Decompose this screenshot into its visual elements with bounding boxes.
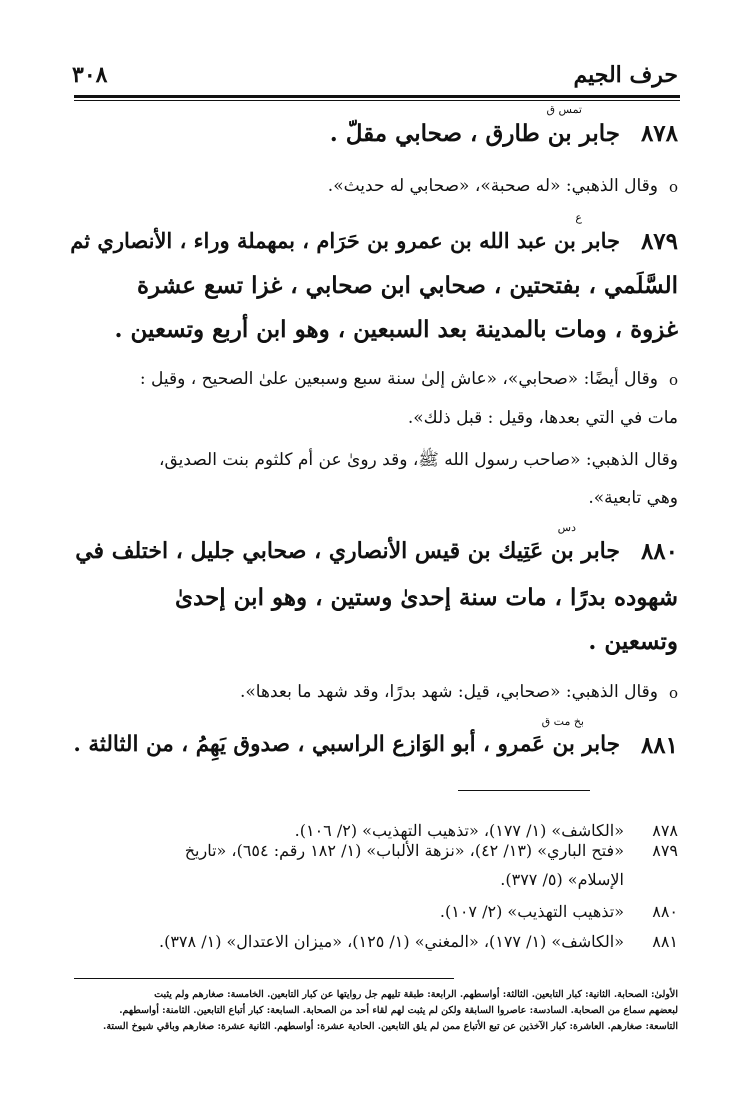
header-rule-thin [74, 100, 680, 101]
entry-number: ٨٧٩ [640, 228, 678, 255]
footnote-text: «فتح الباري» (١٣/ ٤٢)، «نزهة الألباب» (١/ ١٨٢ رقم: ٦٥٤)، «تاريخ [184, 841, 624, 860]
narrator-symbols: تمس ق [546, 103, 582, 116]
page-number: ٣٠٨ [72, 62, 108, 88]
entry-text: جابر بن طارق ، صحابي مقلّ . [329, 120, 620, 147]
footnote-text: الإسلام» (٥/ ٣٧٧). [500, 870, 624, 889]
narrator-symbols: بخ مت ق [541, 715, 584, 728]
entry-number: ٨٧٨ [640, 120, 678, 147]
footnote-number: ٨٨٠ [652, 902, 678, 921]
note-text: وقال الذهبي: «صاحب رسول الله ﷺ، وقد روىٰ عن أم كلثوم بنت الصديق، [159, 450, 678, 470]
footnote-text: «الكاشف» (١/ ١٧٧)، «تذهيب التهذيب» (٢/ ١٠٦). [294, 821, 624, 840]
entry-text: شهوده بدرًا ، مات سنة إحدىٰ وستين ، وهو ابن إحدىٰ [174, 584, 678, 611]
chapter-title: حرف الجيم [573, 62, 678, 88]
footnote-number: ٨٧٨ [652, 821, 678, 840]
entry-text: غزوة ، ومات بالمدينة بعد السبعين ، وهو ابن أربع وتسعين . [114, 316, 678, 343]
tabaqat-note: الأولىٰ: الصحابة. الثانية: كبار التابعين. الثالثة: أواسطهم. الرابعة: طبقة تليهم جل روايتها عن كبار التابعين. الخامسة: صغارهم ولم يثبت [154, 989, 678, 1000]
entry-text: وتسعين . [588, 628, 678, 655]
entry-text: جابر بن عَتِيك بن قيس الأنصاري ، صحابي جليل ، اختلف في [75, 538, 620, 564]
tabaqat-note: التاسعة: صغارهم. العاشرة: كبار الآخذين عن تبع الأتباع ممن لم يلق التابعين. الحادية عشرة: أواسطهم. الثانية عشرة: صغارهم وباقي شيوخ الستة. [103, 1021, 678, 1032]
narrator-symbols: ع [575, 211, 582, 224]
note-text: وقال الذهبي: «له صحبة»، «صحابي له حديث». [327, 176, 658, 196]
note-marker-icon: o [668, 684, 678, 702]
note-marker-icon: o [668, 371, 678, 389]
footnote-text: «تذهيب التهذيب» (٢/ ١٠٧). [439, 902, 624, 921]
entry-text: جابر بن عَمرو ، أبو الوَازع الراسبي ، صدوق يَهِمُ ، من الثالثة . [73, 732, 620, 757]
entry-text: السَّلَمي ، بفتحتين ، صحابي ابن صحابي ، غزا تسع عشرة [136, 272, 678, 299]
footnote-separator [458, 790, 590, 791]
tabaqat-note: لبعضهم سماع من الصحابة. السادسة: عاصروا السابقة ولكن لم يثبت لهم لقاء أحد من الصحابة. السابعة: كبار أتباع التابعين. الثامنة: أواسطهم. [119, 1005, 678, 1016]
bottom-separator [74, 978, 454, 979]
footnote-text: «الكاشف» (١/ ١٧٧)، «المغني» (١/ ١٢٥)، «ميزان الاعتدال» (١/ ٣٧٨). [159, 932, 624, 951]
header-rule [74, 95, 680, 98]
entry-number: ٨٨١ [640, 732, 678, 759]
narrator-symbols: دس [557, 521, 576, 534]
note-text: وقال أيضًا: «صحابي»، «عاش إلىٰ سنة سبع وسبعين علىٰ الصحيح ، وقيل : [139, 369, 658, 389]
note-text: وهي تابعية». [588, 488, 678, 508]
note-text: مات في التي بعدها، وقيل : قبل ذلك». [407, 408, 678, 428]
note-marker-icon: o [668, 178, 678, 196]
entry-number: ٨٨٠ [640, 538, 678, 565]
footnote-number: ٨٨١ [652, 932, 678, 951]
note-text: وقال الذهبي: «صحابي، قيل: شهد بدرًا، وقد شهد ما بعدها». [240, 682, 658, 702]
entry-text: جابر بن عبد الله بن عمرو بن حَرَام ، بمهملة وراء ، الأنصاري ثم [70, 228, 620, 253]
footnote-number: ٨٧٩ [652, 841, 678, 860]
